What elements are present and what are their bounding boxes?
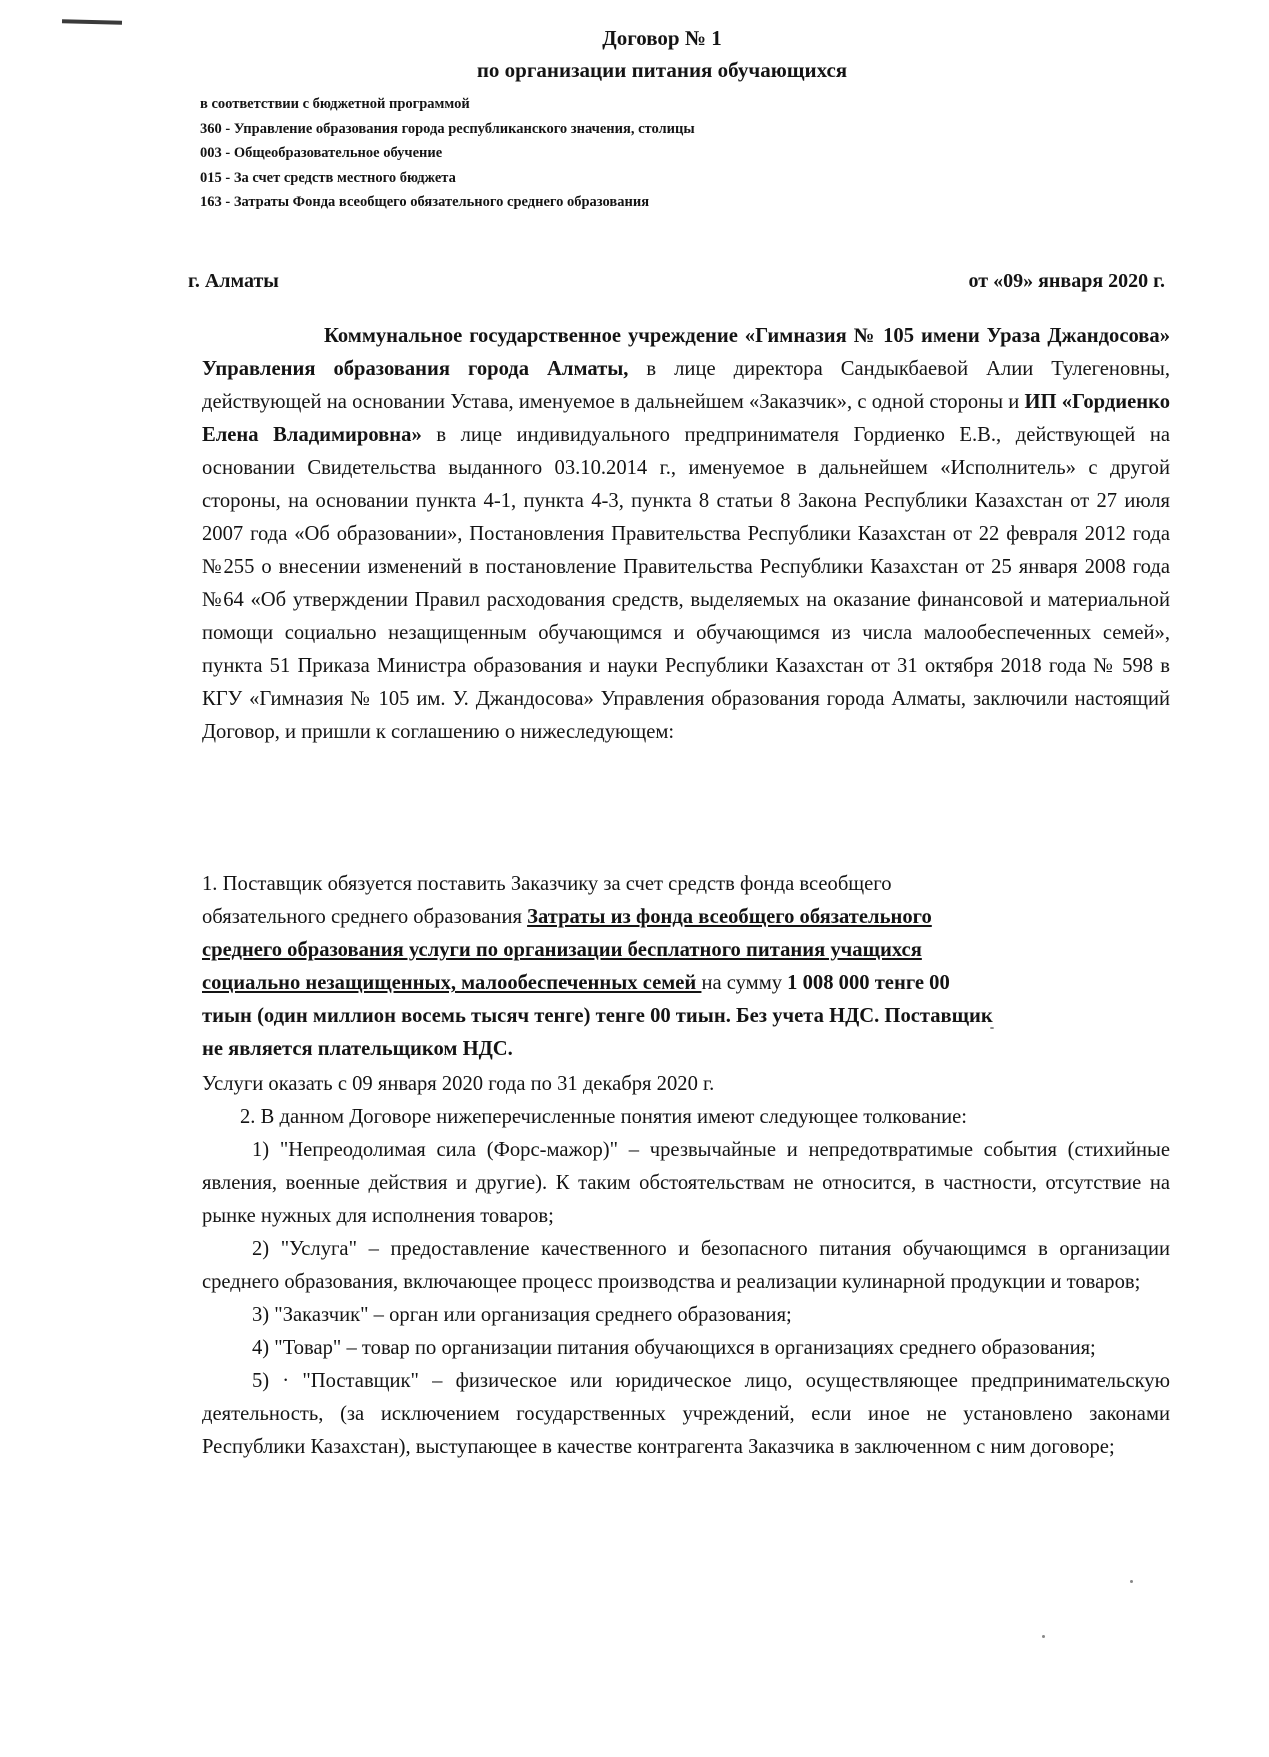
vat-note: не является плательщиком НДС. <box>202 1038 513 1060</box>
contract-city: г. Алматы <box>188 270 279 292</box>
clause-1-line: 1. Поставщик обязуется поставить Заказчику за счет средств фонда всеобщего <box>202 873 892 895</box>
contract-subtitle: по организации питания обучающихся <box>476 58 848 82</box>
budget-program-item: 163 - Затраты Фонда всеобщего обязательного среднего образования <box>200 194 650 210</box>
definition-item: 2) "Услуга" – предоставление качественного и безопасного питания обучающимся в организации среднего образования, включающее процесс производства и реализации кулинарной продукции и товаров; <box>202 1238 1170 1293</box>
budget-program-item: 003 - Общеобразовательное обучение <box>200 145 443 161</box>
clause-1-subject: социально незащищенных, малообеспеченных семей <box>202 972 702 994</box>
clause-1-line <box>202 967 1132 1000</box>
contract-date: от «09» января 2020 г. <box>968 270 1165 292</box>
party1-name: Коммунальное государственное учреждение «Гимназия № 105 имени Ураза Джандосова» Управления образования города Алматы, <box>202 325 1170 380</box>
preamble-text-2: в лице индивидуального предпринимателя Гордиенко Е.В., действующей на основании Свидетельства выданного 03.10.2014 г., именуемое в дальнейшем «Исполнитель» с другой стороны, на основании пункта 4-1, пункта 4-3, пункта 8 статьи 8 Закона Республики Казахстан от 27 июля 2007 года «Об образовании», Постановления Правительства Республики Казахстан от 22 февраля 2012 года №255 о внесении изменений в постановление Правительства Республики Казахстан от 25 января 2008 года №64 «Об утверждении Правил расходования средств, выделяемых на оказание финансовой и материальной помощи социально незащищенным обучающимся и обучающимся из числа малообеспеченных семей», пункта 51 Приказа Министра образования и науки Республики Казахстан от 31 октября 2018 года № 598 в КГУ «Гимназия № 105 им. У. Джандосова» Управления образования города Алматы, заключили настоящий Договор, и пришли к соглашению о нижеследующем: <box>202 424 1170 743</box>
definition-item: 1) "Непреодолимая сила (Форс-мажор)" – чрезвычайные и непредотвратимые события (стихийные явления, военные действия и другие). К таким обстоятельствам не относится, в частности, отсутствие на рынке нужных для исполнения товаров; <box>202 1139 1170 1227</box>
definitions-heading: 2. В данном Договоре нижеперечисленные понятия имеют следующее толкование: <box>240 1106 968 1128</box>
contract-amount-words: тиын (один миллион восемь тысяч тенге) тенге 00 тиын. Без учета НДС. Поставщик <box>202 1005 993 1027</box>
definition-item: 4) "Товар" – товар по организации питания обучающихся в организациях среднего образования; <box>252 1337 1096 1359</box>
definitions-section <box>202 1101 1170 1464</box>
clause-1-text: обязательного среднего образования <box>202 906 528 928</box>
budget-program-item: 015 - За счет средств местного бюджета <box>200 169 456 186</box>
scan-corner-mark <box>62 19 122 25</box>
contract-title: Договор № 1 <box>602 26 722 50</box>
scan-speck <box>1130 1580 1133 1583</box>
clause-1-text: на сумму <box>701 972 788 994</box>
clause-1-subject: Затраты из фонда всеобщего обязательного <box>527 906 932 928</box>
scan-speck <box>990 1027 994 1029</box>
preamble-text-1: в лице директора Сандыкбаевой Алии Тулегеновны, действующей на основании Устава, именуемое в дальнейшем «Заказчик», с одной стороны и <box>202 358 1170 413</box>
budget-program-item: 360 - Управление образования города республиканского значения, столицы <box>200 120 695 137</box>
services-period: Услуги оказать с 09 января 2020 года по 31 декабря 2020 г. <box>202 1073 715 1095</box>
contract-amount: 1 008 000 тенге 00 <box>787 972 950 994</box>
clause-1 <box>202 868 1132 1066</box>
definition-item: 5) · "Поставщик" – физическое или юридическое лицо, осуществляющее предпринимательскую деятельность, (за исключением государственных учреждений, если иное не установлено законами Республики Казахстан), выступающее в качестве контрагента Заказчика в заключенном с ним договоре; <box>202 1370 1170 1458</box>
scan-speck <box>1042 1635 1045 1638</box>
budget-program-intro: в соответствии с бюджетной программой <box>200 96 470 112</box>
preamble-paragraph <box>202 320 1170 749</box>
clause-1-line <box>202 901 1132 934</box>
budget-program-block <box>200 92 695 215</box>
clause-1-subject: среднего образования услуги по организации бесплатного питания учащихся <box>202 939 922 961</box>
definition-item: 3) "Заказчик" – орган или организация среднего образования; <box>252 1304 792 1326</box>
party2-name: ИП «Гордиенко Елена Владимировна» <box>202 391 1170 446</box>
